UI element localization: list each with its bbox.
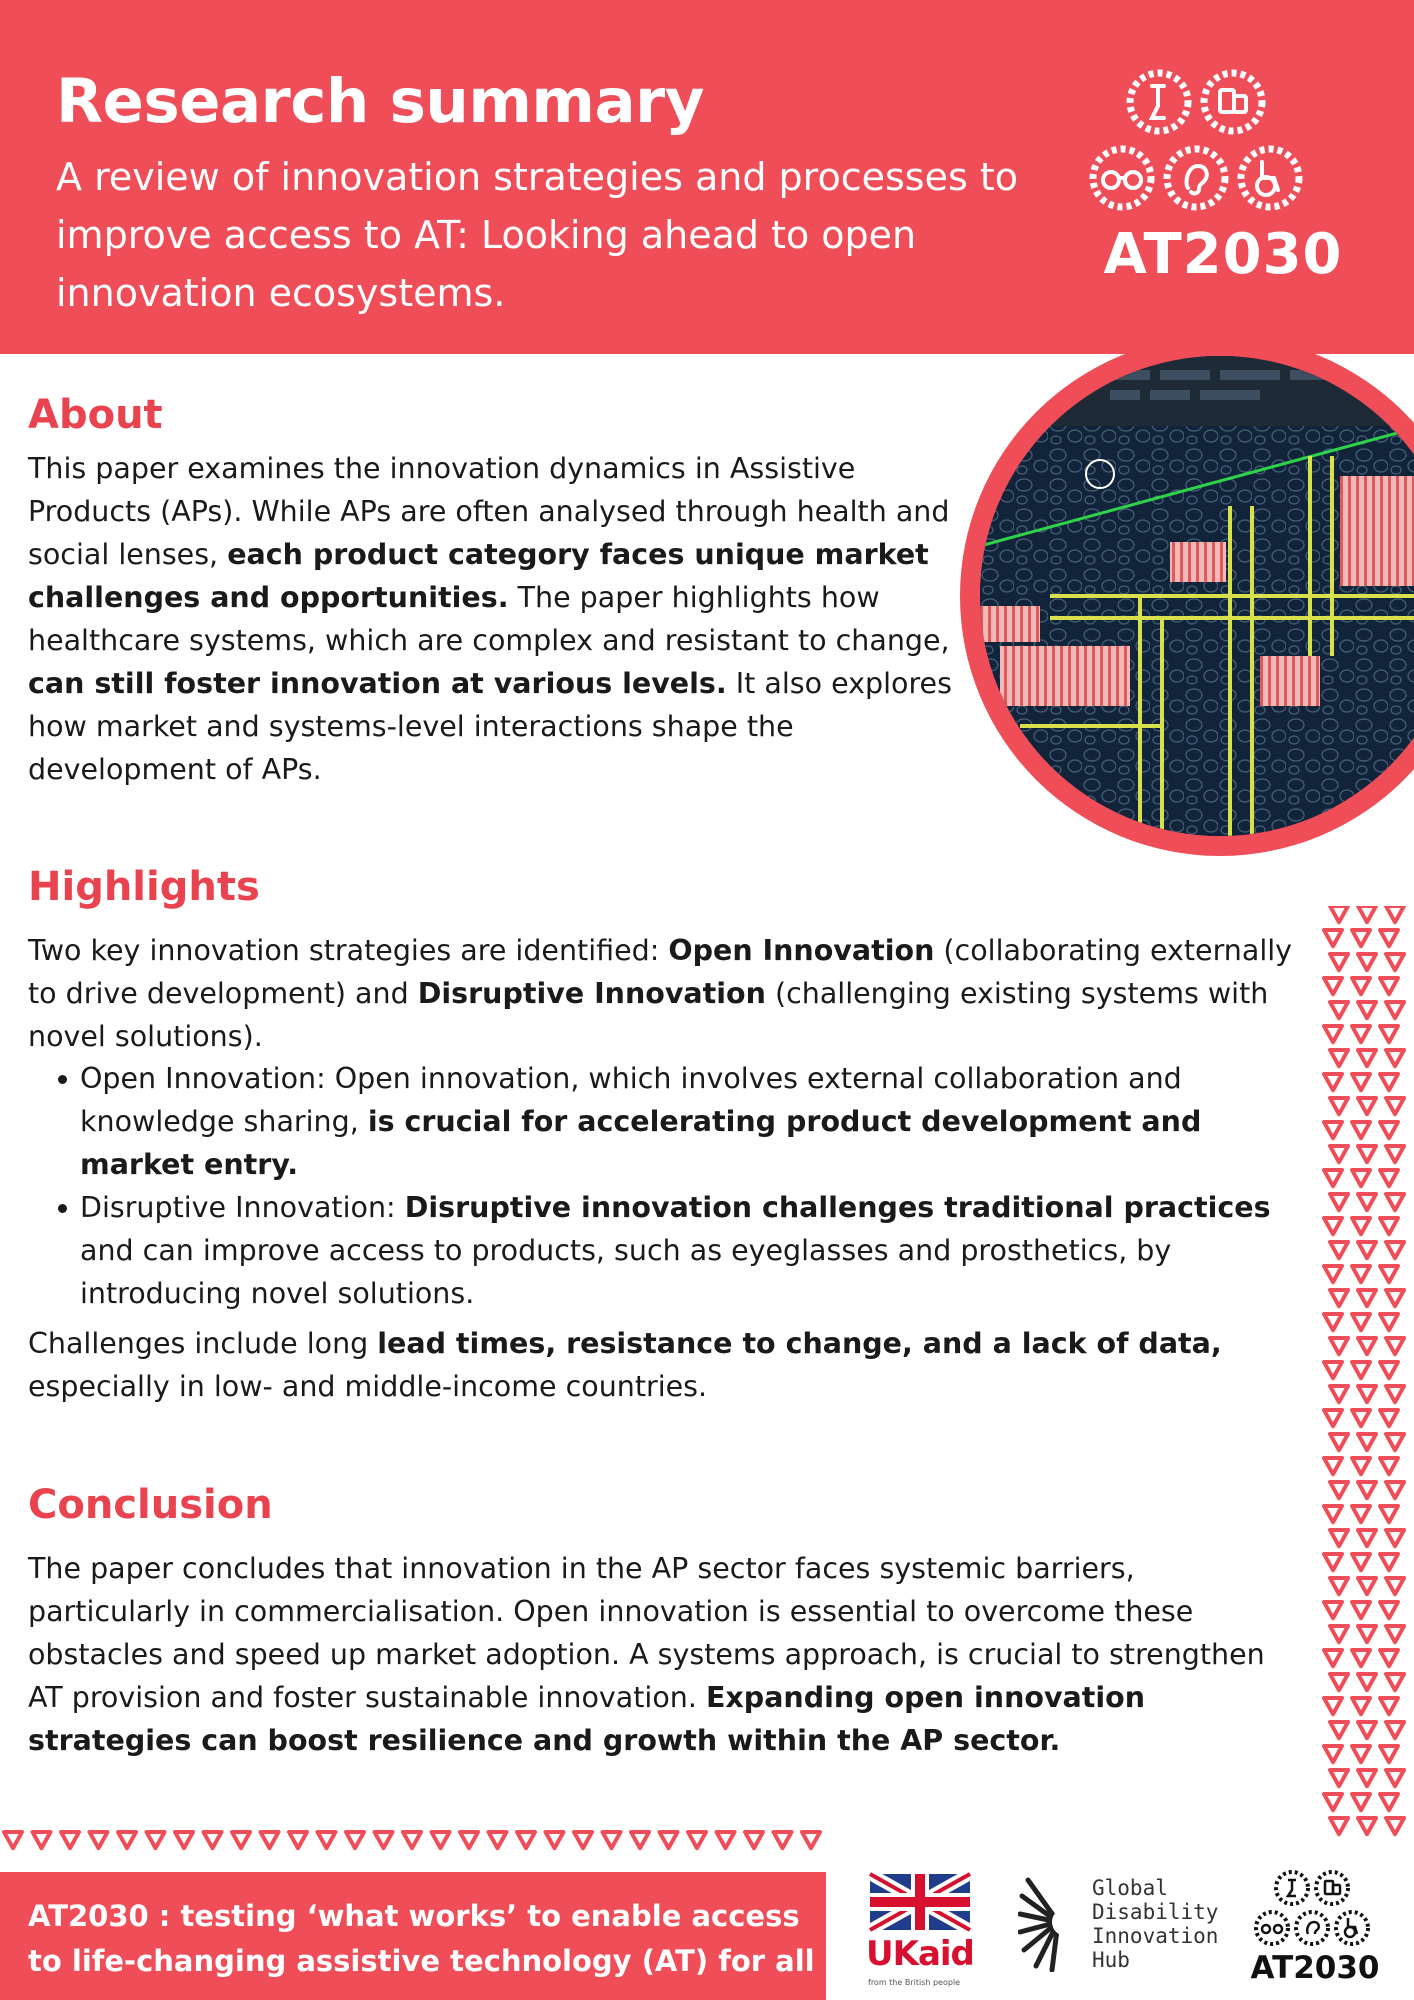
bullet-2-text-2: Disruptive innovation challenges traditional practices xyxy=(404,1191,1271,1224)
triangle-mark xyxy=(489,1832,507,1848)
triangle-mark xyxy=(1386,1434,1404,1450)
triangle-mark xyxy=(1386,1770,1404,1786)
gdi-hub-name xyxy=(1092,1876,1218,1972)
triangle-mark xyxy=(1324,1122,1342,1138)
triangle-mark xyxy=(1386,1098,1404,1114)
triangle-mark xyxy=(1358,1626,1376,1642)
triangle-mark xyxy=(1352,1506,1370,1522)
triangle-mark xyxy=(147,1832,165,1848)
triangle-mark xyxy=(1324,1314,1342,1330)
triangle-mark xyxy=(1358,1530,1376,1546)
triangle-mark xyxy=(688,1832,706,1848)
triangle-mark xyxy=(1386,1818,1404,1834)
at2030-logo xyxy=(1086,66,1356,216)
triangle-mark xyxy=(1352,1122,1370,1138)
ukaid-wordmark: UKaid xyxy=(866,1934,974,1974)
triangle-mark xyxy=(90,1832,108,1848)
gdi-line-4: Hub xyxy=(1092,1948,1130,1972)
triangle-mark xyxy=(1330,1626,1348,1642)
triangle-mark xyxy=(33,1832,51,1848)
about-text-3: The paper highlights how healthcare systems, which are complex and resistant to change, xyxy=(28,581,950,657)
triangle-mark xyxy=(61,1832,79,1848)
page-subtitle: A review of innovation strategies and processes to improve access to AT: Looking ahead to open innovation ecosystems. xyxy=(56,155,1018,315)
conclusion-heading: Conclusion xyxy=(28,1482,273,1528)
triangle-mark xyxy=(1324,1650,1342,1666)
triangle-mark xyxy=(1330,1530,1348,1546)
triangle-mark xyxy=(1386,1002,1404,1018)
page-title: Research summary xyxy=(56,66,704,137)
triangle-mark xyxy=(1352,1650,1370,1666)
triangle-mark xyxy=(1380,1746,1398,1762)
bullet-1-text-1: Open Innovation: Open innovation, which involves external collaboration and knowledge sharing, xyxy=(80,1062,1182,1138)
triangle-mark xyxy=(1380,1602,1398,1618)
triangle-mark xyxy=(289,1832,307,1848)
triangle-mark xyxy=(118,1832,136,1848)
triangle-mark xyxy=(1324,1026,1342,1042)
triangle-mark xyxy=(1324,1554,1342,1570)
triangle-mark xyxy=(1358,1050,1376,1066)
triangle-mark xyxy=(175,1832,193,1848)
triangle-mark xyxy=(1386,1674,1404,1690)
conclusion-paragraph xyxy=(28,1547,1298,1762)
triangle-mark xyxy=(1380,1458,1398,1474)
bullet-open-innovation xyxy=(28,1057,1298,1186)
triangle-mark xyxy=(1352,1218,1370,1234)
highlights-challenges xyxy=(28,1322,1298,1408)
at2030-footer-wordmark: AT2030 xyxy=(1250,1950,1380,1986)
triangle-mark xyxy=(1330,1578,1348,1594)
triangle-mark xyxy=(1380,1362,1398,1378)
triangle-mark xyxy=(1324,1794,1342,1810)
triangle-mark xyxy=(1380,1554,1398,1570)
triangle-mark xyxy=(232,1832,250,1848)
triangle-mark xyxy=(1324,1506,1342,1522)
triangle-mark xyxy=(1330,1002,1348,1018)
triangle-pattern-column xyxy=(1320,906,1414,1846)
about-text-2: each product category faces unique market challenges and opportunities. xyxy=(28,538,929,614)
triangle-mark xyxy=(631,1832,649,1848)
triangle-mark xyxy=(432,1832,450,1848)
triangle-mark xyxy=(1324,1458,1342,1474)
triangle-mark xyxy=(1330,1770,1348,1786)
about-text-4: can still foster innovation at various levels. xyxy=(28,667,727,700)
triangle-mark xyxy=(546,1832,564,1848)
highlights-intro-4: Disruptive Innovation xyxy=(417,977,766,1010)
highlights-bullet-list xyxy=(28,1057,1298,1315)
triangle-mark xyxy=(1358,1002,1376,1018)
triangle-mark xyxy=(1358,1722,1376,1738)
triangle-mark xyxy=(1386,1626,1404,1642)
triangle-mark xyxy=(1358,1434,1376,1450)
triangle-mark xyxy=(1380,1794,1398,1810)
triangle-mark xyxy=(1352,930,1370,946)
triangle-mark xyxy=(1358,1674,1376,1690)
wheelchair-icon xyxy=(1257,162,1278,195)
triangle-mark xyxy=(1330,1098,1348,1114)
triangle-mark xyxy=(1358,1146,1376,1162)
triangle-mark xyxy=(1380,930,1398,946)
triangle-mark xyxy=(1330,1050,1348,1066)
prosthetic-leg-icon xyxy=(1152,86,1164,118)
triangle-mark xyxy=(1324,1602,1342,1618)
triangle-mark xyxy=(1386,1386,1404,1402)
challenges-text-2: lead times, resistance to change, and a lack of data, xyxy=(377,1327,1222,1360)
triangle-mark xyxy=(1386,1578,1404,1594)
triangle-mark xyxy=(1352,1362,1370,1378)
triangle-mark xyxy=(1352,1554,1370,1570)
triangle-mark xyxy=(1386,1242,1404,1258)
triangle-mark xyxy=(1358,1338,1376,1354)
triangle-mark xyxy=(745,1832,763,1848)
triangle-mark xyxy=(1386,1194,1404,1210)
bullet-2-text-3: and can improve access to products, such as eyeglasses and prosthetics, by introducing novel solutions. xyxy=(80,1234,1172,1310)
highlights-heading: Highlights xyxy=(28,864,260,910)
triangle-mark xyxy=(1386,1146,1404,1162)
triangle-mark xyxy=(1330,1194,1348,1210)
triangle-mark xyxy=(1352,1794,1370,1810)
triangle-mark xyxy=(1352,1746,1370,1762)
triangle-mark xyxy=(1386,1482,1404,1498)
triangle-mark xyxy=(1352,1410,1370,1426)
highlights-intro-3: (collaborating externally to drive development) and xyxy=(28,934,1293,1010)
triangle-mark xyxy=(1380,1266,1398,1282)
triangle-mark xyxy=(1380,1026,1398,1042)
triangle-mark xyxy=(1352,1314,1370,1330)
gdi-line-3: Innovation xyxy=(1092,1924,1219,1948)
triangle-mark xyxy=(1330,1242,1348,1258)
triangle-mark xyxy=(1330,1338,1348,1354)
highlights-intro xyxy=(28,929,1298,1058)
triangle-mark xyxy=(1358,1194,1376,1210)
triangle-mark xyxy=(1330,1386,1348,1402)
triangle-mark xyxy=(1324,1410,1342,1426)
triangle-mark xyxy=(1324,1170,1342,1186)
triangle-mark xyxy=(1330,1818,1348,1834)
triangle-mark xyxy=(346,1832,364,1848)
triangle-mark xyxy=(1386,1530,1404,1546)
triangle-mark xyxy=(1358,1818,1376,1834)
bullet-2-text-1: Disruptive Innovation: xyxy=(80,1191,405,1224)
triangle-mark xyxy=(660,1832,678,1848)
triangle-mark xyxy=(1380,1218,1398,1234)
triangle-mark xyxy=(1324,1266,1342,1282)
triangle-mark xyxy=(375,1832,393,1848)
highlights-intro-1: Two key innovation strategies are identified: xyxy=(28,934,669,967)
triangle-mark xyxy=(1358,1098,1376,1114)
triangle-mark xyxy=(1380,978,1398,994)
blueprint-photo xyxy=(980,356,1414,836)
triangle-mark xyxy=(603,1832,621,1848)
triangle-mark xyxy=(1358,954,1376,970)
about-paragraph xyxy=(28,447,958,791)
triangle-mark xyxy=(1358,1482,1376,1498)
triangle-mark xyxy=(1386,1338,1404,1354)
triangle-mark xyxy=(1358,1290,1376,1306)
triangle-mark xyxy=(802,1832,820,1848)
triangle-mark xyxy=(1352,1170,1370,1186)
triangle-mark xyxy=(574,1832,592,1848)
triangle-mark xyxy=(403,1832,421,1848)
bullet-1-text-2: is crucial for accelerating product development and market entry. xyxy=(80,1105,1202,1181)
triangle-mark xyxy=(1352,1026,1370,1042)
triangle-mark xyxy=(1358,1578,1376,1594)
at2030-footer-logo xyxy=(1240,1868,1390,1952)
triangle-mark xyxy=(1352,1266,1370,1282)
bullet-disruptive-innovation xyxy=(28,1186,1298,1315)
conclusion-text-2: Expanding open innovation strategies can boost resilience and growth within the AP sector. xyxy=(28,1681,1146,1757)
triangle-mark xyxy=(1352,978,1370,994)
triangle-mark xyxy=(1386,954,1404,970)
about-text-5: It also explores how market and systems-level interactions shape the development of APs. xyxy=(28,667,952,786)
triangle-mark xyxy=(1386,1050,1404,1066)
highlights-intro-2: Open Innovation xyxy=(668,934,935,967)
about-text-1: This paper examines the innovation dynamics in Assistive Products (APs). While APs are often analysed through health and social lenses, xyxy=(28,452,950,571)
triangle-mark xyxy=(460,1832,478,1848)
at2030-wordmark: AT2030 xyxy=(1103,222,1343,287)
triangle-mark xyxy=(1380,1410,1398,1426)
triangle-mark xyxy=(1330,906,1348,922)
triangle-mark xyxy=(1358,906,1376,922)
blueprint-photo-frame xyxy=(960,336,1414,856)
triangle-pattern-row xyxy=(0,1822,830,1862)
ukaid-subline: from the British people xyxy=(868,1978,961,1987)
challenges-text-1: Challenges include long xyxy=(28,1327,378,1360)
footer-tagline: AT2030 : testing ‘what works’ to enable access to life-changing assistive technology (AT) for all xyxy=(28,1899,815,1978)
triangle-mark xyxy=(1324,930,1342,946)
triangle-mark xyxy=(4,1832,22,1848)
triangle-mark xyxy=(1330,1146,1348,1162)
triangle-mark xyxy=(1330,1674,1348,1690)
triangle-mark xyxy=(1324,1074,1342,1090)
triangle-mark xyxy=(1352,1458,1370,1474)
gdi-line-2: Disability xyxy=(1092,1900,1219,1924)
triangle-mark xyxy=(1380,1314,1398,1330)
triangle-mark xyxy=(1330,954,1348,970)
highlights-intro-5: (challenging existing systems with novel solutions). xyxy=(28,977,1269,1053)
about-heading: About xyxy=(28,392,163,438)
challenges-text-3: especially in low- and middle-income countries. xyxy=(28,1370,708,1403)
triangle-mark xyxy=(1380,1122,1398,1138)
triangle-mark xyxy=(1324,1218,1342,1234)
triangle-mark xyxy=(1380,1698,1398,1714)
triangle-mark xyxy=(1330,1290,1348,1306)
triangle-mark xyxy=(1358,1242,1376,1258)
triangle-mark xyxy=(1330,1434,1348,1450)
triangle-mark xyxy=(774,1832,792,1848)
gdi-line-1: Global xyxy=(1092,1876,1168,1900)
eyeglasses-icon xyxy=(1103,172,1141,188)
triangle-mark xyxy=(1352,1698,1370,1714)
hearing-aid-icon xyxy=(1186,166,1206,193)
triangle-mark xyxy=(1386,1290,1404,1306)
triangle-mark xyxy=(1324,1362,1342,1378)
phone-tablet-icon xyxy=(1220,90,1246,112)
triangle-mark xyxy=(1386,1722,1404,1738)
triangle-mark xyxy=(1330,1482,1348,1498)
triangle-mark xyxy=(1386,906,1404,922)
triangle-mark xyxy=(1380,1170,1398,1186)
triangle-mark xyxy=(1352,1602,1370,1618)
triangle-mark xyxy=(1330,1722,1348,1738)
triangle-mark xyxy=(717,1832,735,1848)
triangle-mark xyxy=(318,1832,336,1848)
triangle-mark xyxy=(1380,1650,1398,1666)
triangle-mark xyxy=(1358,1386,1376,1402)
triangle-mark xyxy=(204,1832,222,1848)
triangle-mark xyxy=(1352,1074,1370,1090)
gdi-hub-logo-icon xyxy=(1018,1872,1098,1972)
triangle-mark xyxy=(1380,1506,1398,1522)
triangle-mark xyxy=(1358,1770,1376,1786)
conclusion-text-1: The paper concludes that innovation in the AP sector faces systemic barriers, particularly in commercialisation. Open innovation is essential to overcome these obstacles and speed up market adoption. A systems approach, is crucial to strengthen AT provision and foster sustainable innovation. xyxy=(28,1552,1265,1714)
triangle-mark xyxy=(1324,1698,1342,1714)
triangle-mark xyxy=(1380,1074,1398,1090)
triangle-mark xyxy=(517,1832,535,1848)
triangle-mark xyxy=(1324,1746,1342,1762)
triangle-mark xyxy=(1324,978,1342,994)
triangle-mark xyxy=(261,1832,279,1848)
